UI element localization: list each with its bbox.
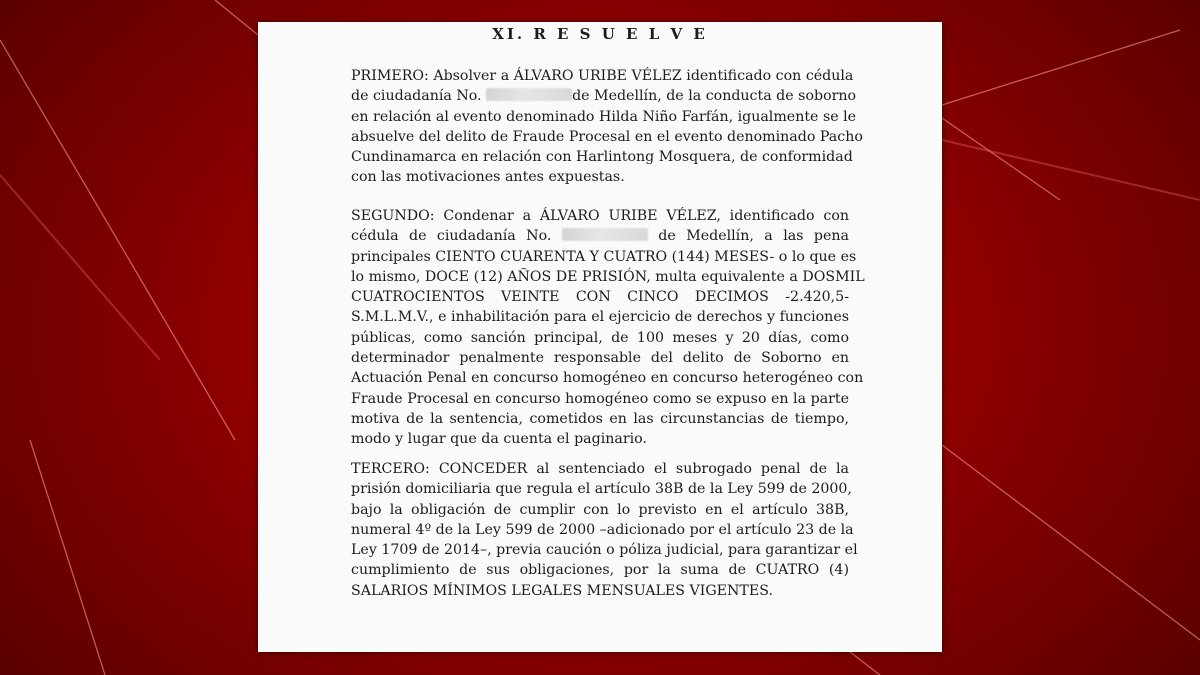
text-line: numeral 4º de la Ley 599 de 2000 –adicionado por el artículo 23 de la (351, 521, 854, 538)
text-segment: de Medellín, de la conducta de soborno (572, 88, 857, 105)
paragraph-tercero (351, 459, 858, 601)
text-segment: cédula de ciudadanía No. (351, 228, 562, 245)
text-line: principales CIENTO CUARENTA Y CUATRO (144) MESES- o lo que es (351, 248, 857, 265)
text-line (351, 86, 857, 106)
text-line: con las motivaciones antes expuestas. (351, 169, 625, 186)
text-line: Actuación Penal en concurso homogéneo en concurso heterogéneo con (351, 370, 864, 387)
text-line: Cundinamarca en relación con Harlintong Mosquera, de conformidad (351, 149, 853, 166)
paragraph-segundo (351, 206, 865, 450)
text-line: cumplimiento de sus obligaciones, por la suma de CUATRO (4) (351, 562, 849, 579)
text-line (351, 226, 849, 246)
text-line: modo y lugar que da cuenta el paginario. (351, 431, 647, 448)
text-line: determinador penalmente responsable del delito de Soborno en (351, 350, 849, 367)
text-segment: de Medellín, a las pena (647, 228, 849, 245)
text-line: bajo la obligación de cumplir con lo previsto en el artículo 38B, (351, 501, 849, 518)
text-line: públicas, como sanción principal, de 100 meses y 20 días, como (351, 329, 849, 346)
text-line: en relación al evento denominado Hilda Niño Farfán, igualmente se le (351, 108, 857, 125)
text-line: prisión domiciliaria que regula el artículo 38B de la Ley 599 de 2000, (351, 481, 852, 498)
redacted-id-number (562, 228, 648, 241)
paragraph-primero (351, 66, 863, 188)
text-line: SEGUNDO: Condenar a ÁLVARO URIBE VÉLEZ, identificado con (351, 208, 849, 224)
document-heading: XI. R E S U E L V E (492, 25, 708, 43)
text-line: Fraude Procesal en concurso homogéneo como se expuso en la parte (351, 390, 849, 407)
redacted-id-number (486, 88, 572, 101)
text-line: TERCERO: CONCEDER al sentenciado el subrogado penal de la (351, 461, 849, 477)
text-line: motiva de la sentencia, cometidos en las circunstancias de tiempo, (351, 410, 849, 427)
text-line: absuelve del delito de Fraude Procesal en el evento denominado Pacho (351, 128, 863, 145)
text-segment: de ciudadanía No. (351, 88, 487, 105)
text-line: Ley 1709 de 2014–, previa caución o póliza judicial, para garantizar el (351, 542, 858, 559)
document-page (258, 22, 942, 652)
text-line: PRIMERO: Absolver a ÁLVARO URIBE VÉLEZ identificado con cédula (351, 68, 854, 84)
text-line: S.M.L.M.V., e inhabilitación para el ejercicio de derechos y funciones (351, 309, 849, 326)
text-line: lo mismo, DOCE (12) AÑOS DE PRISIÓN, multa equivalente a DOSMIL (351, 268, 865, 285)
text-line: SALARIOS MÍNIMOS LEGALES MENSUALES VIGENTES. (351, 582, 773, 599)
text-line: CUATROCIENTOS VEINTE CON CINCO DECIMOS -2.420,5- (351, 289, 849, 306)
